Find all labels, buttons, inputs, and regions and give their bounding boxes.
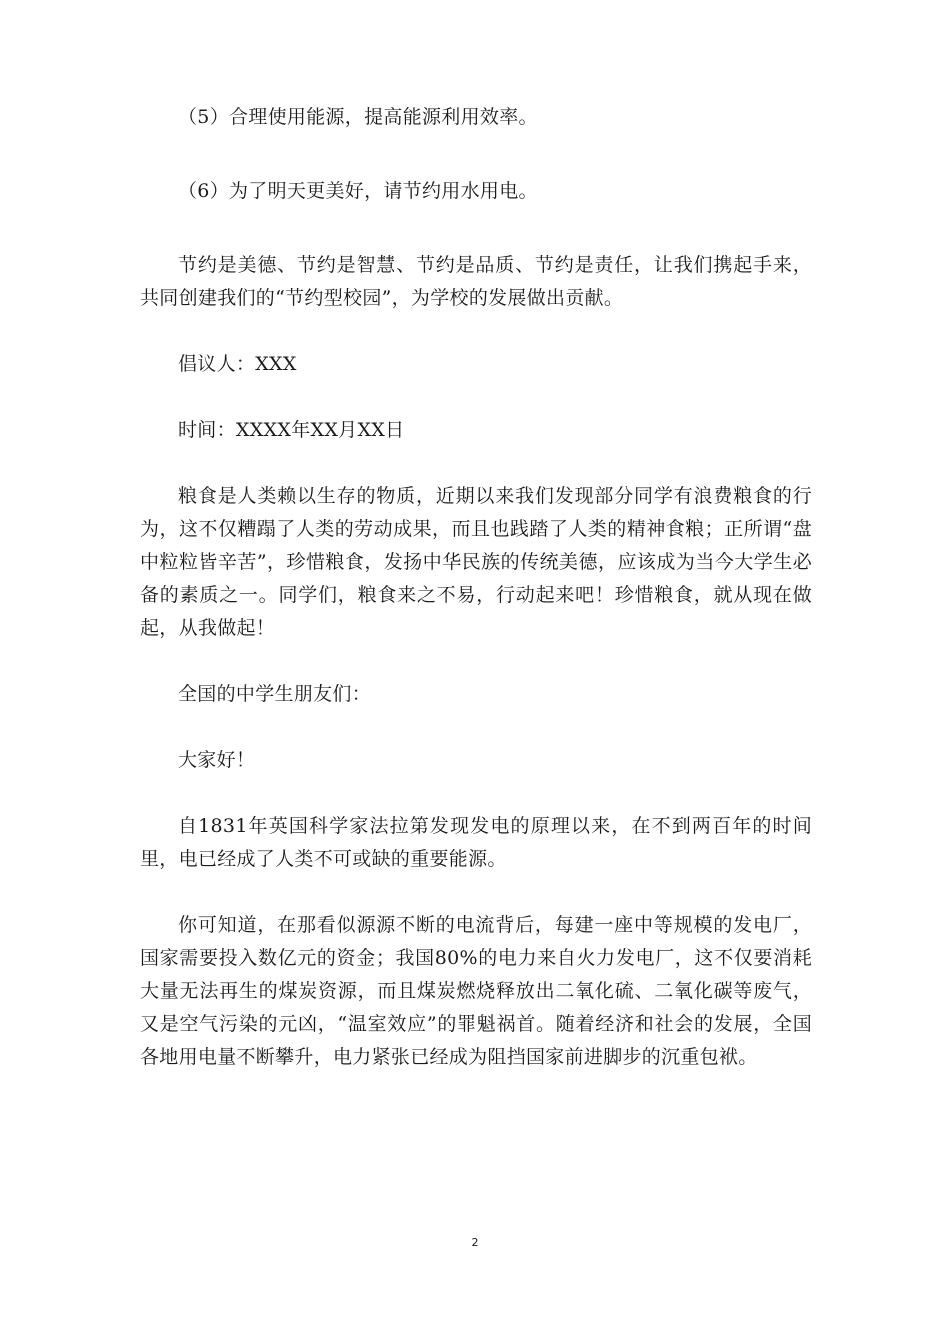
list-item-6: （6）为了明天更美好，请节约用水用电。 [178, 180, 538, 202]
list-item-5: （5）合理使用能源，提高能源利用效率。 [178, 106, 538, 128]
closing-paragraph: 节约是美德、节约是智慧、节约是品质、节约是责任，让我们携起手来，共同创建我们的“节约型校园”，为学校的发展做出贡献。 [140, 254, 812, 309]
electricity-cost-paragraph: 你可知道，在那看似源源不断的电流背后，每建一座中等规模的发电厂，国家需要投入数亿元的资金；我国80%的电力来自火力发电厂，这不仅要消耗大量无法再生的煤炭资源，而且煤炭燃烧释放出二氧化硫、二氧化碳等废气，又是空气污染的元凶，“温室效应”的罪魁祸首。随着经济和社会的发展，全国各地用电量不断攀升，电力紧张已经成为阻挡国家前进脚步的沉重包袱。 [140, 914, 812, 1068]
date-line: 时间：XXXX年XX月XX日 [178, 419, 405, 441]
electricity-history-paragraph: 自1831年英国科学家法拉第发现发电的原理以来，在不到两百年的时间里，电已经成了人类不可或缺的重要能源。 [140, 815, 812, 870]
food-paragraph: 粮食是人类赖以生存的物质，近期以来我们发现部分同学有浪费粮食的行为，这不仅糟蹋了人类的劳动成果，而且也践踏了人类的精神食粮；正所谓“盘中粒粒皆辛苦”，珍惜粮食，发扬中华民族的传统美德，应该成为当今大学生必备的素质之一。同学们，粮食来之不易，行动起来吧！珍惜粮食，就从现在做起，从我做起！ [140, 485, 812, 639]
salutation: 全国的中学生朋友们： [178, 683, 372, 705]
page-number: 2 [471, 1236, 479, 1249]
initiator-line: 倡议人：XXX [178, 353, 297, 375]
greeting: 大家好！ [178, 749, 256, 771]
document-body [140, 101, 812, 1107]
